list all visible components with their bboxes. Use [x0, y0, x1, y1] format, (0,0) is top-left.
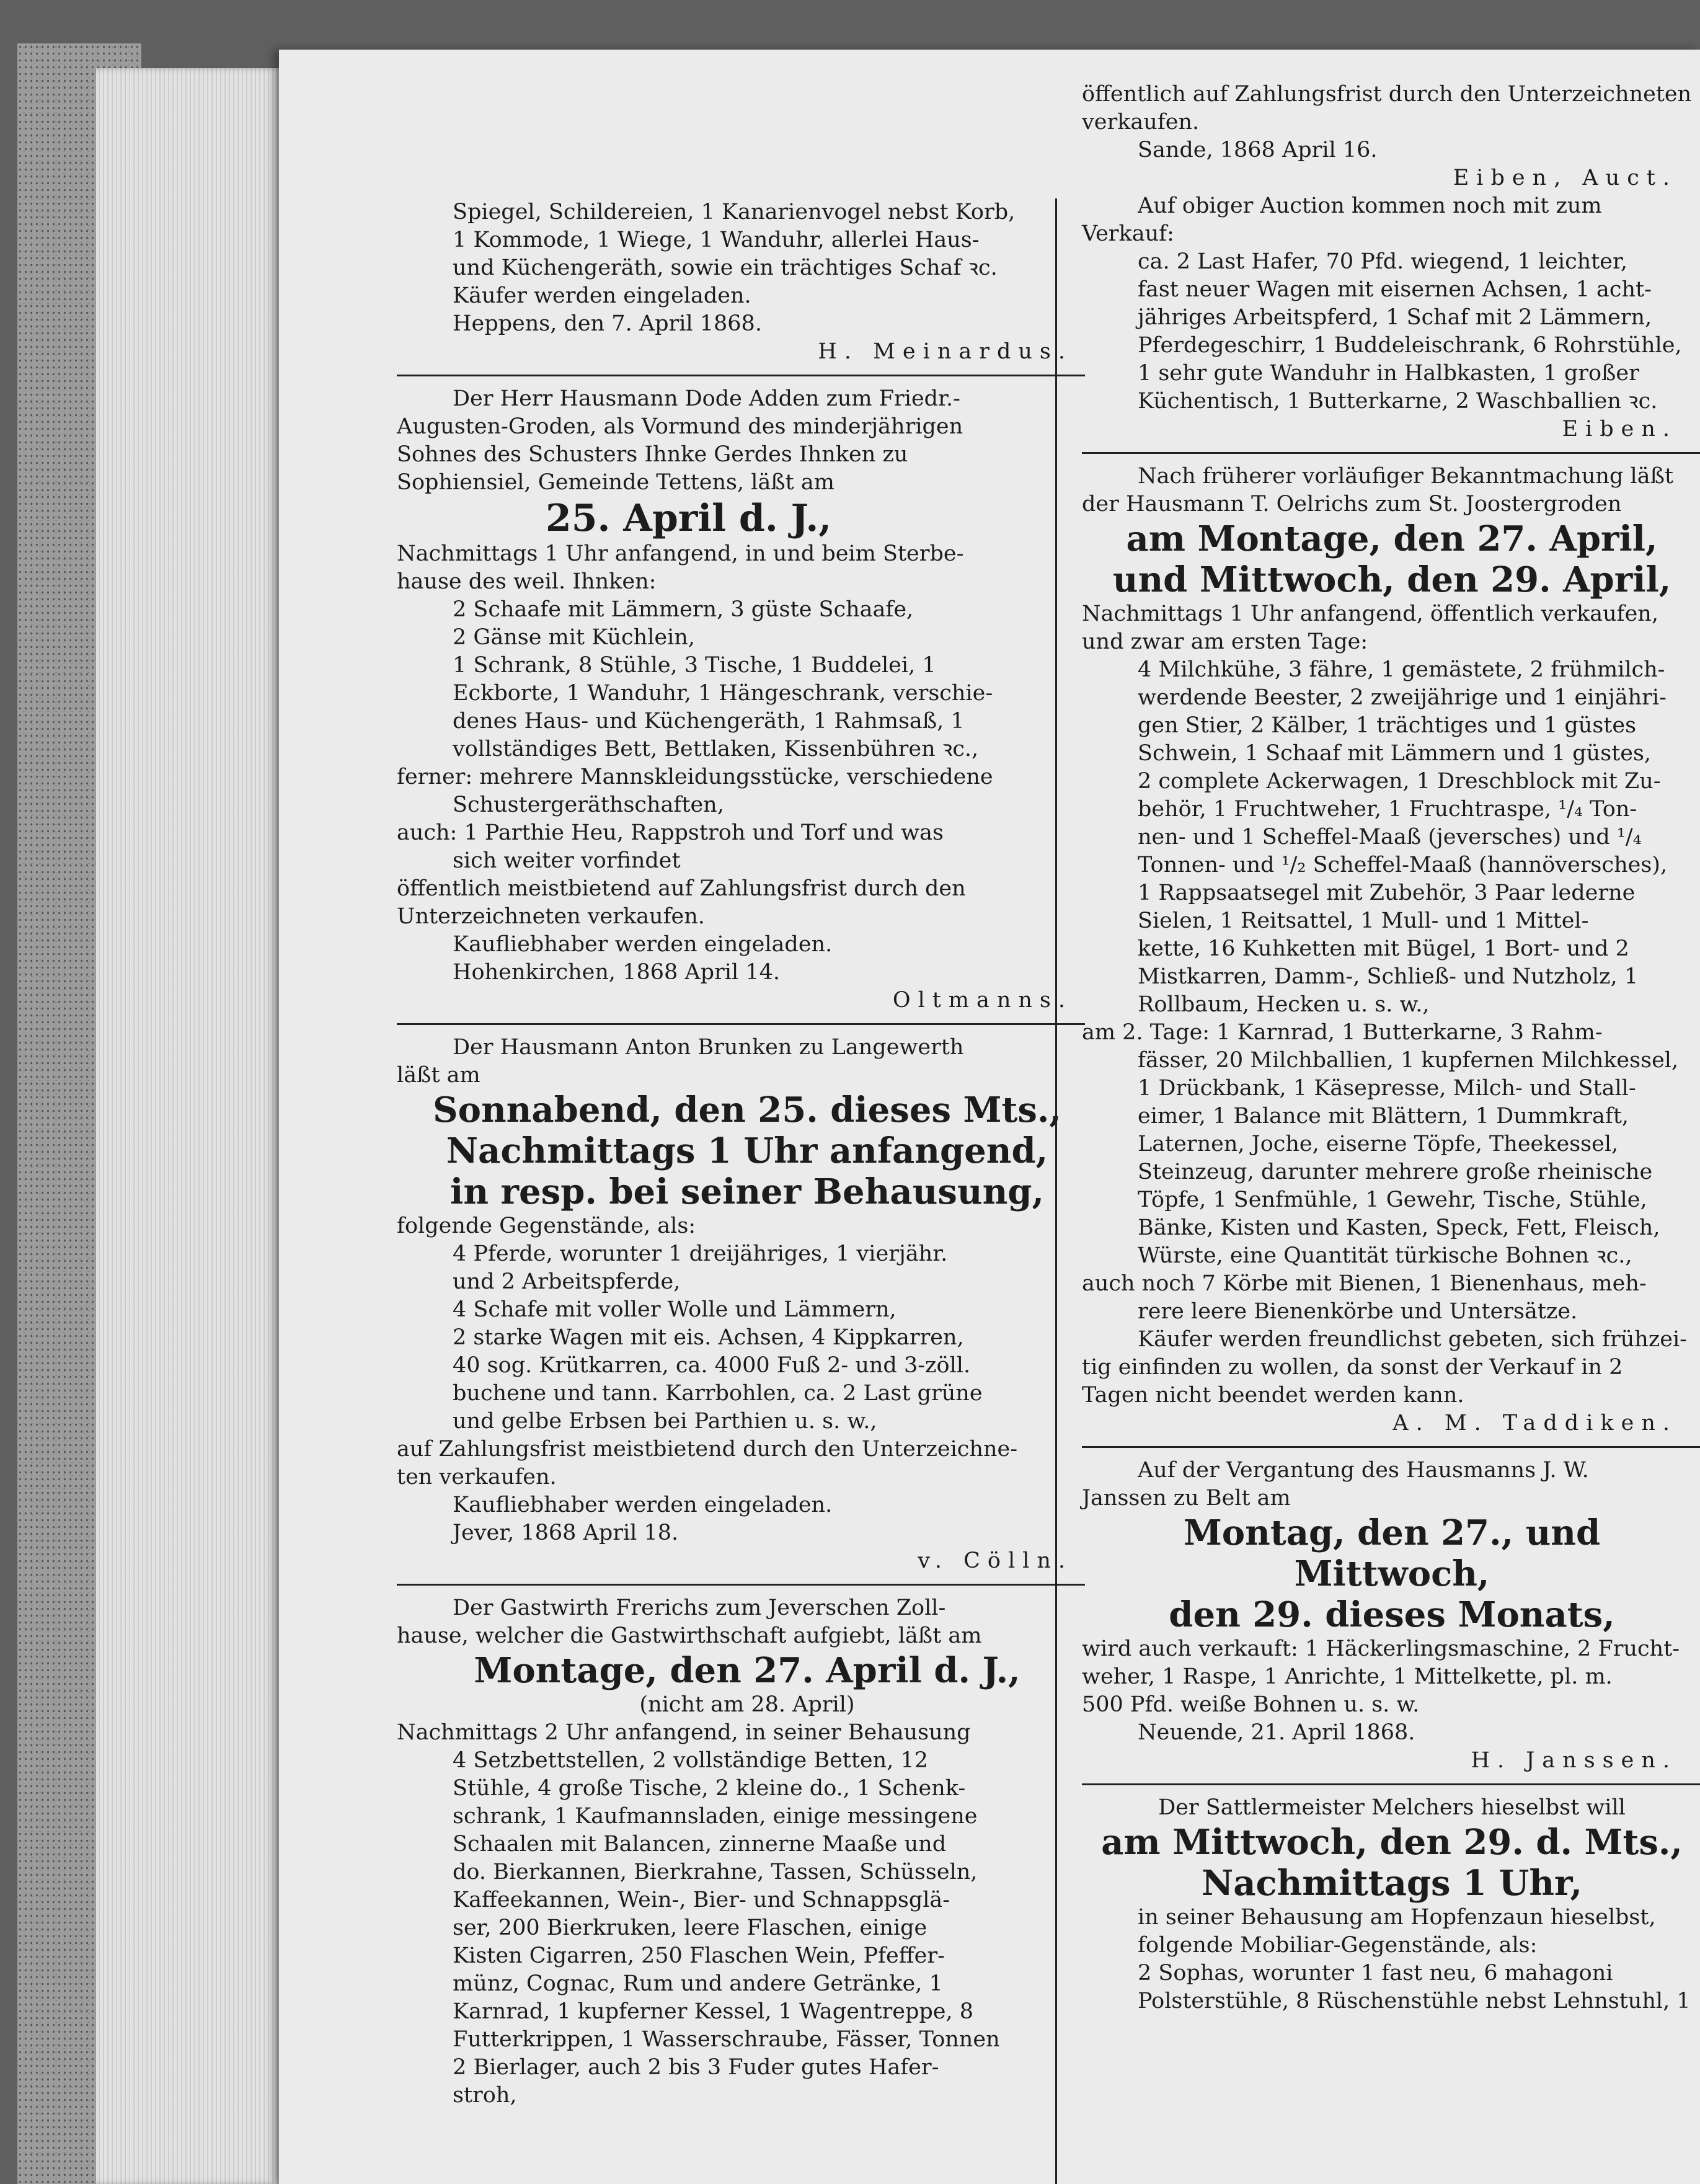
text-line: Steinzeug, darunter mehrere große rheinische [1138, 1160, 1653, 1184]
text-line: Futterkrippen, 1 Wasserschraube, Fässer, Tonnen [453, 2027, 1000, 2052]
text-line: 4 Milchkühe, 3 fähre, 1 gemästete, 2 frühmilch- [1138, 657, 1665, 682]
text-line: Eckborte, 1 Wanduhr, 1 Hängeschrank, verschie- [453, 681, 993, 706]
text-line: Jever, 1868 April 18. [453, 1520, 679, 1545]
text-line: Kisten Cigarren, 250 Flaschen Wein, Pfeffer- [453, 1943, 945, 1968]
text-line: fast neuer Wagen mit eisernen Achsen, 1 acht- [1138, 277, 1652, 302]
text-line: Auf obiger Auction kommen noch mit zum [1138, 193, 1602, 218]
text-line: fässer, 20 Milchballien, 1 kupfernen Milchkessel, [1138, 1048, 1679, 1073]
text-line: 2 Bierlager, auch 2 bis 3 Fuder gutes Hafer- [453, 2055, 939, 2080]
text-line: münz, Cognac, Rum und andere Getränke, 1 [453, 1971, 943, 1996]
text-line: Der Sattlermeister Melchers hieselbst will [1158, 1795, 1626, 1820]
text-line: weher, 1 Raspe, 1 Anrichte, 1 Mittelkette, pl. m. [1082, 1664, 1613, 1689]
text-line: Unterzeichneten verkaufen. [397, 904, 705, 929]
left-column [397, 198, 1110, 2112]
text-line: kette, 16 Kuhketten mit Bügel, 1 Bort- und 2 [1138, 936, 1629, 961]
text-line: Sielen, 1 Reitsattel, 1 Mull- und 1 Mittel- [1138, 908, 1589, 933]
text-line: 1 Kommode, 1 Wiege, 1 Wanduhr, allerlei Haus- [453, 228, 980, 252]
text-line: Spiegel, Schildereien, 1 Kanarienvogel nebst Korb, [453, 200, 1016, 224]
text-line: folgende Gegenstände, als: [397, 1214, 696, 1238]
text-line: do. Bierkannen, Bierkrahne, Tassen, Schüsseln, [453, 1860, 978, 1884]
text-line: der Hausmann T. Oelrichs zum St. Joostergroden [1082, 492, 1622, 517]
text-line: Rollbaum, Hecken u. s. w., [1138, 992, 1430, 1017]
text-line: Nachmittags 2 Uhr anfangend, in seiner Behausung [397, 1720, 971, 1745]
text-line: und zwar am ersten Tage: [1082, 629, 1368, 654]
text-line: Mistkarren, Damm-, Schließ- und Nutzholz, 1 [1138, 964, 1639, 989]
text-line: sich weiter vorfindet [453, 848, 681, 873]
auction-heading: und Mittwoch, den 29. April, [1112, 559, 1671, 600]
text-line: ten verkaufen. [397, 1465, 557, 1489]
text-line: Polsterstühle, 8 Rüschenstühle nebst Lehnstuhl, 1 [1138, 1989, 1691, 2013]
text-line: Janssen zu Belt am [1082, 1486, 1291, 1511]
text-line: denes Haus- und Küchengeräth, 1 Rahmsaß, 1 [453, 709, 965, 734]
text-line: läßt am [397, 1063, 480, 1088]
text-line: Hohenkirchen, 1868 April 14. [453, 960, 780, 985]
text-line: verkaufen. [1082, 110, 1200, 135]
text-line: Der Hausmann Anton Brunken zu Langewerth [453, 1035, 964, 1060]
text-line: Der Gastwirth Frerichs zum Jeverschen Zoll- [453, 1596, 946, 1620]
right-column [1055, 82, 1700, 2184]
ad-frerichs [397, 1594, 1097, 2110]
divider [397, 1584, 1085, 1586]
text-line: Käufer werden eingeladen. [453, 283, 751, 308]
auction-heading: in resp. bei seiner Behausung, [450, 1171, 1044, 1212]
text-line: 40 sog. Krütkarren, ca. 4000 Fuß 2- und 3-zöll. [453, 1353, 971, 1378]
text-line: Kaffeekannen, Wein-, Bier- und Schnappsglä- [453, 1888, 950, 1912]
text-line: 500 Pfd. weiße Bohnen u. s. w. [1082, 1692, 1420, 1717]
text-line: 4 Pferde, worunter 1 dreijähriges, 1 vierjähr. [453, 1241, 948, 1266]
text-line: 2 Schaafe mit Lämmern, 3 güste Schaafe, [453, 597, 914, 622]
text-line: Sophiensiel, Gemeinde Tettens, läßt am [397, 470, 835, 495]
text-line: behör, 1 Fruchtweher, 1 Fruchtraspe, ¹/₄ Ton- [1138, 797, 1637, 822]
text-line: Tonnen- und ¹/₂ Scheffel-Maaß (hannöversches), [1138, 853, 1668, 877]
text-line: vollständiges Bett, Bettlaken, Kissenbühren ꝛc., [453, 737, 979, 761]
text-line: Verkauf: [1082, 221, 1174, 246]
text-line: Nachmittags 1 Uhr anfangend, öffentlich verkaufen, [1082, 601, 1658, 626]
text-line: Neuende, 21. April 1868. [1138, 1720, 1415, 1745]
left-top-notice [397, 198, 1097, 366]
text-line: wird auch verkauft: 1 Häckerlingsmaschine, 2 Frucht- [1082, 1636, 1680, 1661]
text-line: Kaufliebhaber werden eingeladen. [453, 1493, 833, 1517]
divider [1082, 1783, 1700, 1785]
text-line: Laternen, Joche, eiserne Töpfe, Theekessel, [1138, 1132, 1619, 1156]
divider [397, 1023, 1085, 1025]
text-line: ca. 2 Last Hafer, 70 Pfd. wiegend, 1 leichter, [1138, 249, 1627, 274]
right-top-notice [1082, 81, 1700, 443]
auction-heading: Montag, den 27., und Mittwoch, [1183, 1512, 1601, 1594]
text-line: Auf der Vergantung des Hausmanns J. W. [1138, 1458, 1589, 1483]
text-line: öffentlich auf Zahlungsfrist durch den Unterzeichneten [1082, 82, 1692, 107]
auction-heading: am Mittwoch, den 29. d. Mts., [1101, 1822, 1683, 1863]
text-line: Pferdegeschirr, 1 Buddeleischrank, 6 Rohrstühle, [1138, 333, 1682, 358]
signature: Eiben, Auct. [1453, 166, 1677, 190]
text-line: auf Zahlungsfrist meistbietend durch den Unterzeichne- [397, 1437, 1018, 1462]
text-line: Nachmittags 1 Uhr anfangend, in und beim Sterbe- [397, 541, 964, 566]
ad-melchers [1082, 1794, 1700, 2015]
text-line: buchene und tann. Karrbohlen, ca. 2 Last grüne [453, 1381, 983, 1406]
text-line: Schustergeräthschaften, [453, 792, 724, 817]
text-line: 4 Setzbettstellen, 2 vollständige Betten, 12 [453, 1748, 928, 1773]
auction-heading: Nachmittags 1 Uhr anfangend, [446, 1130, 1048, 1171]
text-line: Küchentisch, 1 Butterkarne, 2 Waschballien ꝛc. [1138, 389, 1658, 414]
text-line: 2 complete Ackerwagen, 1 Dreschblock mit Zu- [1138, 769, 1661, 794]
text-line: ser, 200 Bierkruken, leere Flaschen, einige [453, 1915, 927, 1940]
text-line: und Küchengeräth, sowie ein trächtiges Schaf ꝛc. [453, 255, 998, 280]
text-line: öffentlich meistbietend auf Zahlungsfrist durch den [397, 876, 966, 901]
text-line: Der Herr Hausmann Dode Adden zum Friedr.- [453, 386, 960, 411]
signature: H. Janssen. [1471, 1748, 1677, 1773]
auction-heading: Nachmittags 1 Uhr, [1202, 1863, 1582, 1904]
auction-heading: Sonnabend, den 25. dieses Mts., [433, 1090, 1061, 1130]
text-line: schrank, 1 Kaufmannsladen, einige messingene [453, 1804, 978, 1829]
signature: H. Meinardus. [818, 339, 1073, 364]
text-line: auch noch 7 Körbe mit Bienen, 1 Bienenhaus, meh- [1082, 1271, 1647, 1296]
text-line: Karnrad, 1 kupferner Kessel, 1 Wagentreppe, 8 [453, 1999, 973, 2024]
signature: v. Cölln. [918, 1548, 1073, 1573]
text-line: 2 starke Wagen mit eis. Achsen, 4 Kippkarren, [453, 1325, 964, 1350]
text-line: 2 Gänse mit Küchlein, [453, 625, 695, 650]
text-line: tig einfinden zu wollen, da sonst der Verkauf in 2 [1082, 1355, 1623, 1380]
text-line: folgende Mobiliar-Gegenstände, als: [1138, 1933, 1538, 1958]
newspaper-page [279, 50, 1700, 2184]
text-line: ferner: mehrere Mannskleidungsstücke, verschiedene [397, 765, 993, 789]
text-line: Sohnes des Schusters Ihnke Gerdes Ihnken zu [397, 442, 908, 467]
text-line: rere leere Bienenkörbe und Untersätze. [1138, 1299, 1578, 1324]
signature: Oltmanns. [892, 988, 1073, 1013]
text-line: stroh, [453, 2083, 517, 2108]
divider [1082, 452, 1700, 454]
text-line: Töpfe, 1 Senfmühle, 1 Gewehr, Tische, Stühle, [1138, 1187, 1647, 1212]
text-line: hause, welcher die Gastwirthschaft aufgiebt, läßt am [397, 1623, 982, 1648]
text-line: gen Stier, 2 Kälber, 1 trächtiges und 1 güstes [1138, 713, 1637, 738]
text-line: hause des weil. Ihnken: [397, 569, 657, 594]
text-line: Schwein, 1 Schaaf mit Lämmern und 1 güstes, [1138, 741, 1652, 766]
text-line: 2 Sophas, worunter 1 fast neu, 6 mahagoni [1138, 1961, 1613, 1986]
auction-date: 25. April d. J., [546, 497, 832, 540]
text-line: Augusten-Groden, als Vormund des minderjährigen [397, 414, 963, 439]
text-line: 1 sehr gute Wanduhr in Halbkasten, 1 großer [1138, 361, 1639, 386]
text-line: nen- und 1 Scheffel-Maaß (jeversches) und ¹/₄ [1138, 825, 1642, 850]
ad-brunken [397, 1034, 1097, 1575]
text-line: Käufer werden freundlichst gebeten, sich frühzei- [1138, 1327, 1688, 1352]
signature: A. M. Taddiken. [1392, 1411, 1677, 1436]
text-line: Nach früherer vorläufiger Bekanntmachung läßt [1138, 464, 1674, 489]
ad-janssen [1082, 1457, 1700, 1775]
text-line: (nicht am 28. April) [639, 1692, 855, 1717]
text-line: 1 Drückbank, 1 Käsepresse, Milch- und Stall- [1138, 1076, 1636, 1101]
text-line: 4 Schafe mit voller Wolle und Lämmern, [453, 1297, 896, 1322]
auction-heading: Montage, den 27. April d. J., [474, 1650, 1020, 1691]
divider [1082, 1446, 1700, 1448]
divider [397, 375, 1085, 376]
ad-adden [397, 385, 1097, 1014]
text-line: und 2 Arbeitspferde, [453, 1269, 681, 1294]
text-line: 1 Schrank, 8 Stühle, 3 Tische, 1 Buddelei, 1 [453, 653, 936, 678]
text-line: Schaalen mit Balancen, zinnerne Maaße und [453, 1832, 947, 1857]
text-line: Bänke, Kisten und Kasten, Speck, Fett, Fleisch, [1138, 1215, 1660, 1240]
signature: Eiben. [1562, 417, 1677, 442]
text-line: Heppens, den 7. April 1868. [453, 311, 762, 336]
text-line: Tagen nicht beendet werden kann. [1082, 1383, 1464, 1408]
text-line: Sande, 1868 April 16. [1138, 138, 1378, 162]
text-line: werdende Beester, 2 zweijährige und 1 einjähri- [1138, 685, 1667, 710]
text-line: eimer, 1 Balance mit Blättern, 1 Dummkraft, [1138, 1104, 1629, 1129]
text-line: jähriges Arbeitspferd, 1 Schaf mit 2 Lämmern, [1138, 305, 1652, 330]
auction-heading: am Montage, den 27. April, [1126, 518, 1658, 559]
page-edges [96, 68, 282, 2184]
text-line: Stühle, 4 große Tische, 2 kleine do., 1 Schenk- [453, 1776, 966, 1801]
text-line: Kaufliebhaber werden eingeladen. [453, 932, 833, 957]
ad-oelrichs [1082, 463, 1700, 1437]
text-line: 1 Rappsaatsegel mit Zubehör, 3 Paar lederne [1138, 881, 1636, 905]
auction-heading: den 29. dieses Monats, [1169, 1594, 1615, 1635]
text-line: Würste, eine Quantität türkische Bohnen ꝛc., [1138, 1243, 1632, 1268]
text-line: und gelbe Erbsen bei Parthien u. s. w., [453, 1409, 877, 1434]
text-line: auch: 1 Parthie Heu, Rappstroh und Torf und was [397, 820, 944, 845]
text-line: am 2. Tage: 1 Karnrad, 1 Butterkarne, 3 Rahm- [1082, 1020, 1603, 1045]
text-line: in seiner Behausung am Hopfenzaun hieselbst, [1138, 1905, 1656, 1930]
